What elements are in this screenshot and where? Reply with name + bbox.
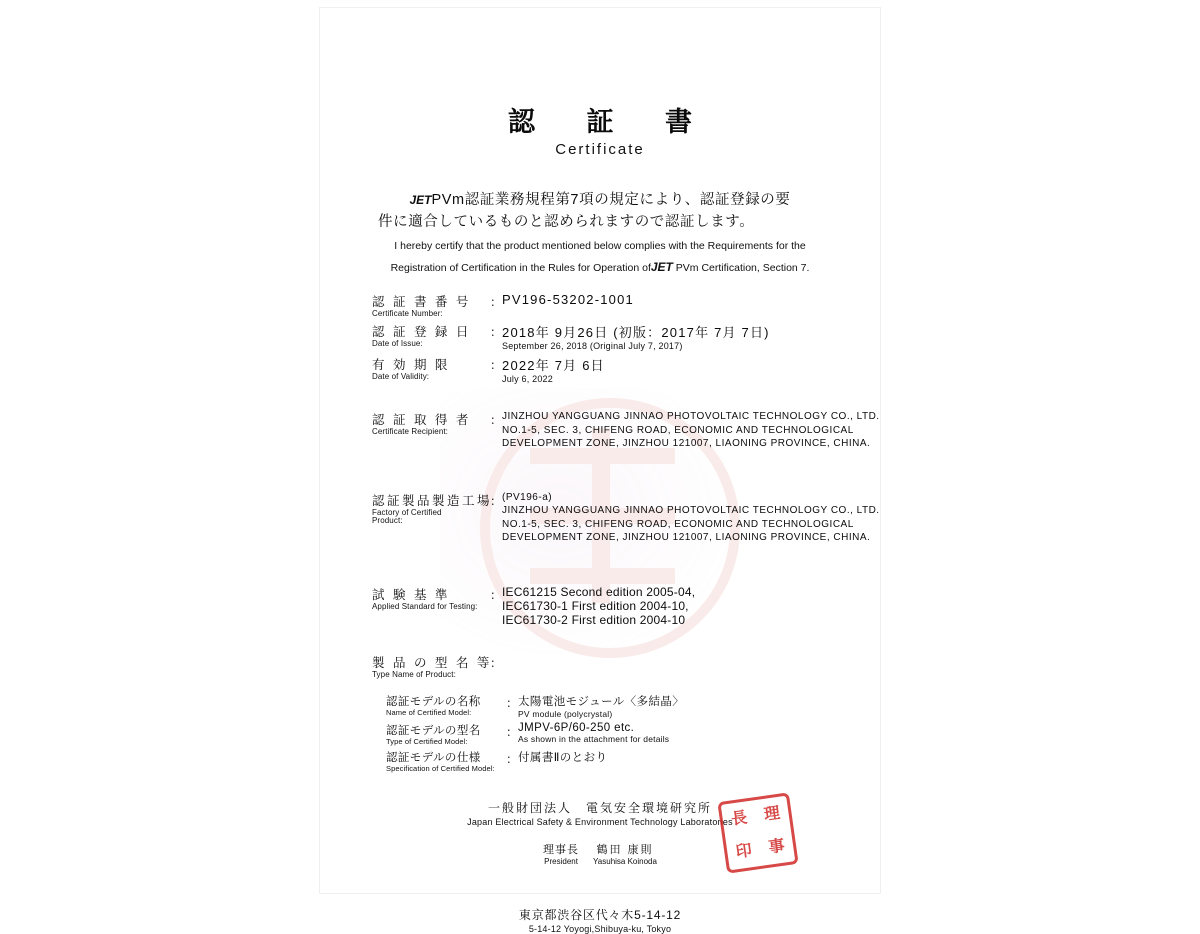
date-of-issue-value-jp: 2018年 9月26日 (初版：2017年 7月 7日) [502, 325, 770, 341]
page-title-en: Certificate [555, 141, 645, 158]
field-date-of-issue [372, 322, 840, 351]
field-label [372, 322, 490, 348]
issuer-block [360, 799, 840, 866]
signatory-title-en: President [544, 856, 578, 866]
field-label-en: Date of Validity: [372, 372, 430, 382]
field-applied-standard [372, 585, 840, 627]
field-label-jp: 認証製品製造工場 [372, 493, 493, 508]
address-en: 5-14-12 Yoyogi,Shibuya-ku, Tokyo [528, 923, 672, 934]
signatory-name-jp: 鶴田 康則 [596, 843, 654, 856]
declaration-en-line2-part1: Registration of Certification in the Rules for Operation of [390, 261, 651, 274]
factory-line-2: NO.1-5, SEC. 3, CHIFENG ROAD, ECONOMIC AND TECHNOLOGICAL [502, 518, 854, 530]
field-label-jp: 認 証 書 番 号 [372, 295, 471, 310]
seal-char-2: 理 [762, 803, 782, 824]
signatory-title-jp: 理事長 [543, 843, 580, 856]
field-label [372, 410, 490, 436]
field-colon: ： [490, 655, 503, 670]
field-label-en: Type Name of Product: [372, 669, 456, 679]
field-value [502, 292, 840, 307]
subfield-name-of-certified-model [372, 693, 840, 719]
field-factory-of-certified-product [372, 491, 880, 545]
declaration-block [360, 190, 840, 276]
model-specification-value: 付属書Ⅱのとおり [518, 751, 608, 764]
recipient-line-3: DEVELOPMENT ZONE, JINZHOU 121007, LIAONING PROVINCE, CHINA. [502, 438, 871, 450]
declaration-jp-line1 [360, 190, 840, 212]
factory-line-3: DEVELOPMENT ZONE, JINZHOU 121007, LIAONING PROVINCE, CHINA. [502, 532, 871, 544]
subfield-specification-of-certified-model [372, 749, 840, 773]
official-seal-stamp [717, 792, 798, 873]
model-name-value-en: PV module (polycrystal) [518, 708, 613, 719]
field-label-jp: 認 証 取 得 者 [372, 413, 471, 428]
field-label-en-line2: Product: [372, 515, 403, 525]
declaration-jp-line1-text: PVm認証業務規程第7項の規定により、認証登録の要 [431, 192, 791, 208]
subfield-value [518, 693, 840, 719]
field-colon: ： [490, 587, 503, 602]
subfield-colon: ： [506, 724, 519, 739]
date-of-validity-value-en: July 6, 2022 [502, 374, 553, 385]
recipient-line-2: NO.1-5, SEC. 3, CHIFENG ROAD, ECONOMIC AND TECHNOLOGICAL [502, 424, 854, 436]
field-label-jp: 製 品 の 型 名 等 [372, 655, 492, 670]
subfield-colon: ： [506, 751, 519, 766]
address-block [360, 906, 840, 934]
subfield-label-jp: 認証モデルの仕様 [386, 751, 481, 764]
subfield-type-of-certified-model [372, 722, 840, 746]
recipient-line-1: JINZHOU YANGGUANG JINNAO PHOTOVOLTAIC TECHNOLOGY CO., LTD. [502, 411, 880, 423]
field-label-jp: 認 証 登 録 日 [372, 325, 471, 340]
subfield-colon: ： [506, 695, 519, 710]
signatory-title [543, 841, 579, 866]
standard-line-2: IEC61730-1 First edition 2004-10, [502, 598, 689, 613]
declaration-en-line2 [360, 259, 840, 276]
declaration-jp-line2: 件に適合しているものと認められますので認証します。 [378, 213, 755, 230]
field-colon: ： [490, 413, 503, 428]
declaration-en-line2-part2: PVm Certification, Section 7. [672, 261, 810, 274]
subfield-label [386, 749, 506, 773]
date-of-issue-value-en: September 26, 2018 (Original July 7, 2017) [502, 341, 683, 352]
subfield-value [518, 722, 840, 744]
field-label-en: Date of Issue: [372, 339, 423, 349]
field-label-jp: 試 験 基 準 [372, 587, 450, 602]
subfield-label [386, 722, 506, 746]
field-colon: ： [490, 493, 503, 508]
jet-mark-jp: JET [409, 193, 432, 207]
field-certificate-recipient [372, 410, 880, 451]
subfield-label-jp: 認証モデルの名称 [386, 695, 481, 708]
field-value [502, 585, 840, 627]
field-label [372, 292, 490, 318]
certificate-number-value: PV196-53202-1001 [502, 292, 634, 308]
fields-block [360, 292, 880, 773]
field-value [502, 410, 880, 451]
field-label-en: Applied Standard for Testing: [372, 601, 478, 611]
issuer-name-jp: 一般財団法人 電気安全環境研究所 [487, 800, 712, 815]
declaration-en-line1: I hereby certify that the product mentioned below complies with the Requirements for the [394, 239, 806, 252]
subfield-label [386, 693, 506, 717]
issuer-name-en: Japan Electrical Safety & Environment Technology Laboratories [467, 816, 733, 827]
subfield-label-en: Specification of Certified Model: [386, 763, 495, 773]
field-type-name-of-product [372, 653, 840, 679]
field-value [502, 322, 840, 351]
page-title-jp: 認 証 書 [507, 107, 714, 137]
model-name-value-jp: 太陽電池モジュール〈多結晶〉 [518, 695, 685, 708]
jet-mark-en: JET [650, 259, 673, 274]
seal-char-4: 事 [767, 836, 786, 856]
standard-line-1: IEC61215 Second edition 2005-04, [502, 584, 696, 599]
factory-code: (PV196-a) [502, 491, 553, 503]
subfield-label-en: Type of Certified Model: [386, 736, 468, 746]
field-label-en: Certificate Recipient: [372, 427, 449, 437]
subfield-label-jp: 認証モデルの型名 [386, 724, 481, 737]
model-type-value: JMPV-6P/60-250 etc. [518, 721, 635, 734]
field-colon: ： [490, 325, 503, 340]
certificate-content [320, 100, 880, 934]
address-jp: 東京都渋谷区代々木5-14-12 [518, 907, 682, 922]
field-colon: ： [490, 295, 503, 310]
field-certificate-number [372, 292, 840, 318]
signatory-name [593, 841, 657, 866]
field-value [502, 355, 840, 384]
subfield-value [518, 749, 840, 765]
signatory-name-en: Yasuhisa Koinoda [593, 856, 657, 866]
date-of-validity-value-jp: 2022年 7月 6日 [502, 358, 605, 374]
field-label-jp: 有 効 期 限 [372, 358, 450, 373]
subfield-label-en: Name of Certified Model: [386, 707, 472, 717]
field-date-of-validity [372, 355, 840, 384]
title-block [360, 100, 840, 158]
field-label-en: Certificate Number: [372, 309, 443, 319]
field-value [502, 491, 880, 545]
factory-line-1: JINZHOU YANGGUANG JINNAO PHOTOVOLTAIC TECHNOLOGY CO., LTD. [502, 505, 880, 517]
field-label [372, 491, 493, 525]
seal-char-3: 印 [734, 841, 753, 861]
standard-line-3: IEC61730-2 First edition 2004-10 [502, 612, 686, 627]
field-label-en-line1: Factory of Certified [372, 507, 442, 517]
field-label [372, 355, 490, 381]
certificate-sheet [320, 8, 880, 934]
field-label [372, 653, 490, 679]
field-colon: ： [490, 358, 503, 373]
field-label [372, 585, 490, 611]
seal-char-1: 長 [730, 808, 749, 828]
model-type-note: As shown in the attachment for details [518, 733, 670, 744]
